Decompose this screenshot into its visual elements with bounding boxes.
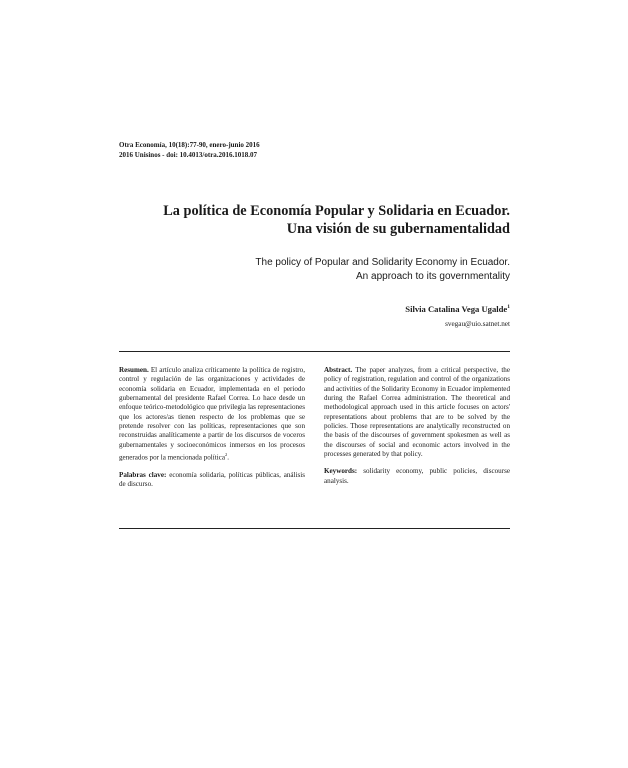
author-footnote-mark: 1	[507, 304, 510, 311]
article-title-line-1: La política de Economía Popular y Solidaria en Ecuador.	[163, 203, 510, 219]
resumen-keywords-text: economía solidaria, políticas públicas, análisis de discurso.	[119, 470, 305, 489]
abstract-keywords	[324, 467, 510, 486]
abstract-keywords-text: solidarity economy, public policies, discourse analysis.	[324, 467, 510, 485]
journal-line-1: Otra Economía, 10(18):77-90, enero-junio 2016	[119, 141, 260, 149]
english-title-line-1: The policy of Popular and Solidarity Economy in Ecuador.	[255, 257, 510, 268]
abstract-paragraph	[324, 366, 510, 459]
top-rule	[119, 351, 510, 352]
author-email[interactable]: svegau@uio.satnet.net	[445, 320, 510, 328]
article-title-line-2: Una visión de su gubernamentalidad	[286, 221, 510, 237]
resumen-column	[119, 366, 305, 497]
resumen-paragraph	[119, 366, 305, 463]
article-title	[90, 202, 510, 238]
resumen-footnote-mark: 2	[224, 452, 228, 458]
author-name-text: Silvia Catalina Vega Ugalde	[405, 304, 508, 314]
bottom-rule	[119, 528, 510, 529]
resumen-label: Resumen.	[119, 366, 149, 374]
resumen-keywords-label: Palabras clave:	[119, 470, 167, 479]
author-name	[405, 304, 510, 314]
english-title-line-2: An approach to its governmentality	[356, 271, 510, 282]
resumen-keywords	[119, 471, 305, 490]
resumen-end: .	[227, 453, 230, 462]
abstract-keywords-label: Keywords:	[324, 467, 358, 476]
abstract-text: The paper analyzes, from a critical perspective, the policy of registration, regulation and control of the organizations and activities of the Solidarity Economy in Ecuador implemented during the Rafael Correa administration. The theoretical and methodological approach used in this article focuses on actors' representations about problems that are to be solved by the policies. Those representations are analytically reconstructed on the basis of the discourses of government spokesmen as well as the discourses of social and economic actors involved in the processes generated by that policy.	[324, 366, 510, 459]
resumen-text: El artículo analiza críticamente la política de registro, control y regulación de las organizaciones y actividades de economía solidaria en Ecuador, implementada en el periodo gubernamental del presidente Rafael Correa. Lo hace desde un enfoque teórico-metodológico que privilegia las representaciones que los actores/as tienen respecto de los problemas que se pretende resolver con las políticas, representaciones que son reconstruidas analíticamente a partir de los discursos de voceros gubernamentales y socioeconómicos inmersos en los procesos generados por la mencionada política	[119, 366, 305, 462]
journal-line-2: 2016 Unisinos - doi: 10.4013/otra.2016.1018.07	[119, 150, 258, 159]
abstract-label: Abstract.	[324, 366, 353, 374]
english-title	[90, 256, 510, 284]
abstract-column	[324, 366, 510, 494]
journal-citation	[119, 141, 260, 160]
